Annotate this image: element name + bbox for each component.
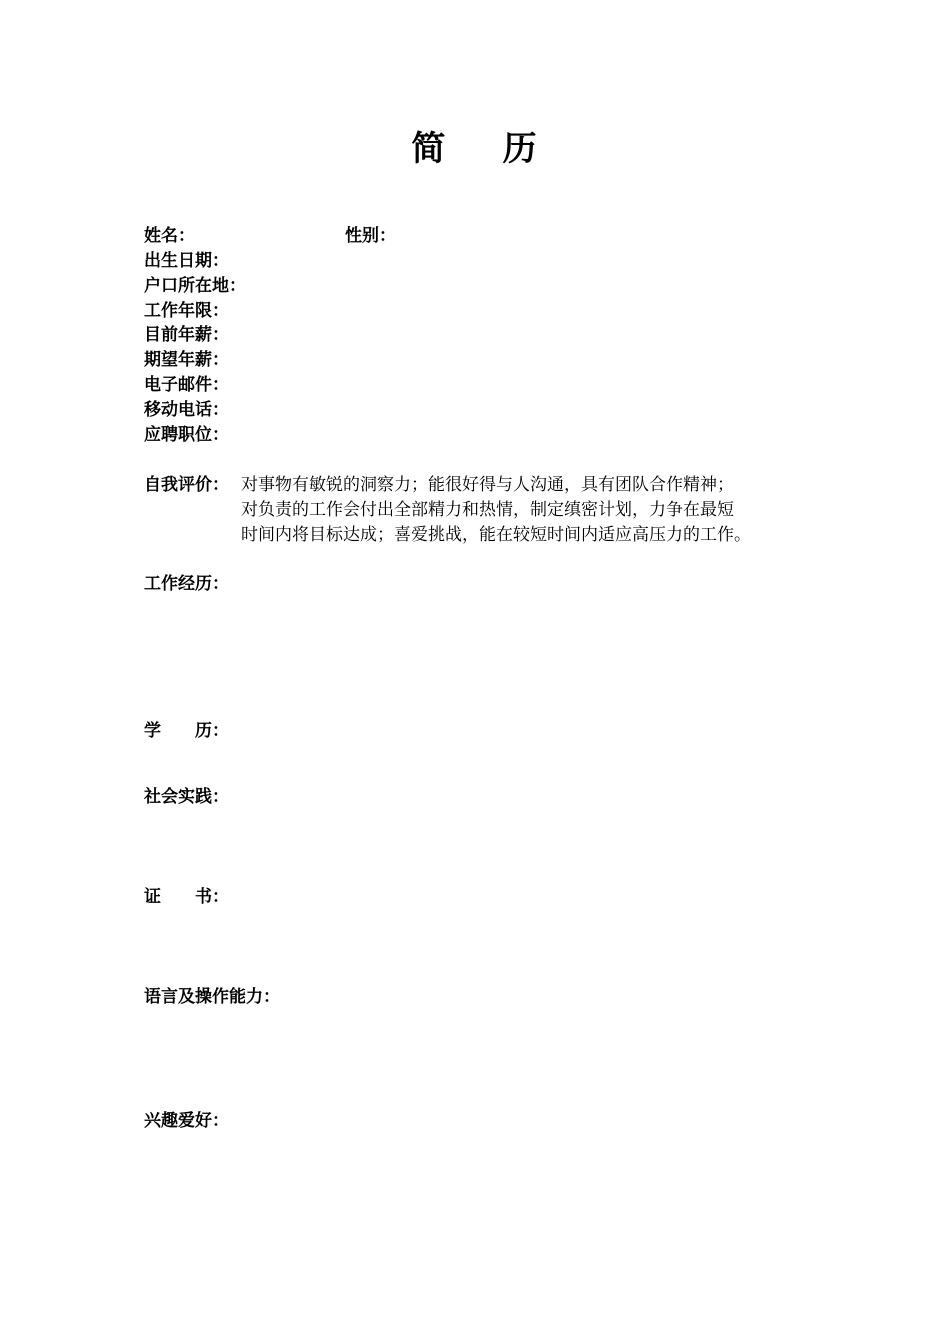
language-skills-label: 语言及操作能力： xyxy=(144,987,280,1007)
self-evaluation-line: 对事物有敏锐的洞察力；能很好得与人沟通，具有团队合作精神； xyxy=(241,475,734,495)
education-label: 学 历： xyxy=(144,721,229,741)
expected-salary-label: 期望年薪： xyxy=(144,350,229,370)
name-label: 姓名： xyxy=(144,226,195,246)
mobile-label: 移动电话： xyxy=(144,400,229,420)
current-salary-label: 目前年薪： xyxy=(144,325,229,345)
hobbies-label: 兴趣爱好： xyxy=(144,1111,229,1131)
gender-label: 性别： xyxy=(345,226,396,246)
email-label: 电子邮件： xyxy=(144,375,229,395)
self-evaluation-label: 自我评价： xyxy=(144,475,229,495)
page-title: 简 历 xyxy=(411,129,539,169)
self-evaluation-text xyxy=(241,473,821,548)
position-label: 应聘职位： xyxy=(144,425,229,445)
birth-date-label: 出生日期： xyxy=(144,251,229,271)
work-experience-label: 工作经历： xyxy=(144,574,229,594)
work-years-label: 工作年限： xyxy=(144,301,229,321)
self-evaluation-line: 对负责的工作会付出全部精力和热情，制定缜密计划，力争在最短 xyxy=(241,500,734,520)
self-evaluation-line: 时间内将目标达成；喜爱挑战，能在较短时间内适应高压力的工作。 xyxy=(241,525,751,545)
social-practice-label: 社会实践： xyxy=(144,787,229,807)
certificates-label: 证 书： xyxy=(144,887,229,907)
hukou-label: 户口所在地： xyxy=(144,276,246,296)
